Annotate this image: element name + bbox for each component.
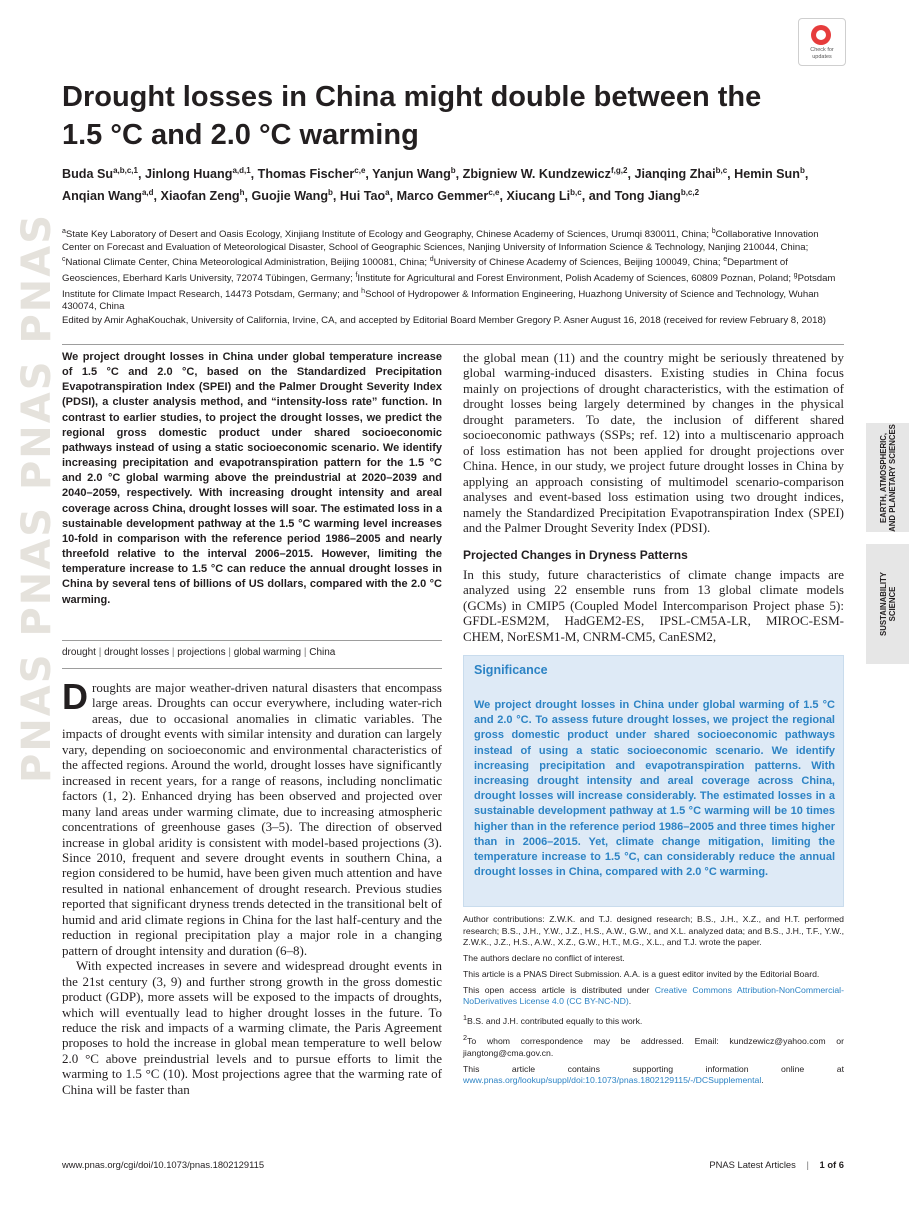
body-paragraph: In this study, future characteristics of climate change impacts are analyzed using 22 ensemble runs from 13 global climate models (GCMs) in CMIP5 (Coupled Model Intercomparison Project phase 5): GFDL-ESM2M, HadGEM2-ES, IPSL-CM5A-LR, MIROC-ESM-CHEM, NorESM1-M, CNRM-CM5, CanESM2, — [463, 567, 844, 644]
author-name: Marco Gemmer$^{c,e}$ — [396, 187, 500, 203]
edited-by: Edited by Amir AghaKouchak, University of California, Irvine, CA, and accepted by Editorial Board Member Gregory P. Asner August 16, 2018 (received for review February 8, 2018) — [62, 315, 826, 326]
keyword: global warming — [233, 647, 302, 658]
tab-sustainability[interactable] — [866, 544, 909, 664]
author-contributions: Author contributions: Z.W.K. and T.J. designed research; B.S., J.H., X.Z., and H.T. performed research; B.S., J.H., Y.W., J.Z., H.S., A.W., G.W., and X.L. analyzed data; and B.S., J.H., T.F., Y.W., Z.W.K., J.Z., H.S., A.W., X.Z., G.W., H.T., M.G., X.L., and T.J. wrote the paper. — [463, 914, 844, 948]
supporting-info: This article contains supporting information online at www.pnas.org/lookup/suppl/doi:10.1073/pnas.1802129115/-/DCSupplemental. — [463, 1063, 844, 1086]
direct-submission: This article is a PNAS Direct Submission. A.A. is a guest editor invited by the Editorial Board. — [463, 968, 820, 979]
drop-cap: D — [62, 676, 88, 717]
author-name: Zbigniew W. Kundzewicz$^{f,g,2}$ — [462, 166, 628, 182]
author-list: Buda Su$^{a,b,c,1}$, Jinlong Huang$^{a,d,1}$, Thomas Fischer$^{c,e}$, Yanjun Wang$^b$, Zbigniew W. Kundzewicz$^{f,g,2}$, Jianqing Zhai$^{b,c}$, Hemin Sun$^b$, Anqian Wang$^{a,d}$, Xiaofan Zeng$^h$, Guojie Wang$^b$, Hui Tao$^a$, Marco Gemmer$^{c,e}$, Xiucang Li$^{b,c}$, and Tong Jiang$^{b,c,2}$ — [62, 166, 809, 203]
brand-text: PNAS PNAS PNAS PNAS — [14, 212, 60, 783]
equal-contribution: $^1$B.S. and J.H. contributed equally to this work. — [463, 1013, 643, 1027]
author-name: Anqian Wang$^{a,d}$ — [62, 187, 154, 203]
article-title: Drought losses in China might double between the 1.5 °C and 2.0 °C warming — [62, 81, 762, 151]
significance-heading: Significance — [474, 663, 548, 677]
author-notes — [463, 914, 844, 1091]
tab-label: SUSTAINABILITY SCIENCE — [878, 572, 897, 636]
author-name: Tong Jiang$^{b,c,2}$ — [614, 187, 700, 203]
footer-doi: www.pnas.org/cgi/doi/10.1073/pnas.1802129115 — [62, 1159, 265, 1170]
keywords: drought | drought losses | projections | global warming | China — [62, 647, 336, 658]
author-name: Hemin Sun$^b$ — [734, 166, 805, 182]
footer-page-info: PNAS Latest Articles | 1 of 6 — [709, 1159, 844, 1170]
tab-label: EARTH, ATMOSPHERIC, AND PLANETARY SCIENCES — [878, 423, 897, 532]
section-tabs — [866, 423, 909, 676]
author-name: Xiaofan Zeng$^h$ — [160, 187, 245, 203]
keyword: drought losses — [104, 647, 170, 658]
divider — [62, 344, 844, 345]
author-name: Thomas Fischer$^{c,e}$ — [257, 166, 366, 182]
affiliations: $^a$State Key Laboratory of Desert and Oasis Ecology, Xinjiang Institute of Ecology and Geography, Chinese Academy of Sciences, Urumqi 830011, China; $^b$Collaborative Innovation Center on Forecast and Evaluation of Meteorological Disaster, School of Geographic Sciences, Nanjing University of Information Science & Technology, Nanjing 210044, China; $^c$National Climate Center, China Meteorological Administration, Beijing 100081, China; $^d$University of Chinese Academy of Sciences, Beijing 100049, China; $^e$Department of Geosciences, Eberhard Karls University, 72074 Tübingen, Germany; $^f$Institute for Agricultural and Forest Environment, Polish Academy of Sciences, 60809 Poznan, Poland; $^g$Potsdam Institute for Climate Impact Research, 14473 Potsdam, Germany; and $^h$School of Hydropower & Information Engineering, Huazhong University of Science and Technology, Wuhan 430074, China — [62, 228, 836, 313]
check-for-updates-button[interactable] — [798, 18, 846, 66]
body-paragraph: Droughts are major weather-driven natural disasters that encompass large areas. Droughts can occur everywhere, including water-rich areas, due to occasional anomalies in climatic variables. The impacts of drought events with similar intensity and duration can largely vary, depending on socioeconomic and environmental characteristics of the affected regions. Around the world, drought losses have significantly increased in recent years, for a range of reasons, including nonclimatic factors (1, 2). Enhanced drying has been observed and projected over many land areas under warming climate, due to increasing atmospheric concentrations of greenhouse gases (3–5). The direction of observed increase in global aridity is consistent with model-based projections (3). Since 2010, frequent and severe drought events in southern China, a region considered to be humid, have been given much attention and have resulted in national enhancement of drought research. Previous studies reported that significant dryness trends detected in the transitional belt of humid and arid climate regions in China for the last half-century and the reduction in regional precipitation play a major role in a changing pattern of drought intensity and duration (6–8). — [62, 676, 442, 958]
pnas-brand-watermark — [2, 150, 60, 783]
page-number: 1 of 6 — [819, 1159, 844, 1170]
divider — [62, 640, 442, 641]
section-heading: Projected Changes in Dryness Patterns — [463, 548, 688, 562]
body-paragraph: the global mean (11) and the country might be seriously threatened by global warming-induced disasters. Existing studies in China focus mainly on projections of drought characteristics, with the estimation of drought losses being largely determined by changes in the physical drought parameters. To date, the inclusion of different shared socioeconomic pathways (SSPs; ref. 12) into a multiscenario approach of loss estimation has not been applied for drought projections over China. Hence, in our study, we project future drought losses in China by applying an approach consisting of multimodel scenario-comparison analyses and event-based loss estimation using two drought indices, namely the Standardized Precipitation Evapotranspiration Index (SPEI) and the Palmer Drought Severity Index (PDSI). — [463, 350, 844, 535]
keyword: projections — [177, 647, 226, 658]
body-paragraph: With expected increases in severe and widespread drought events in the 21st century (3, 9) and further strong growth in the gross domestic product (GDP), more assets will be exposed to the impacts of droughts, which will eventually lead to higher drought losses in the future. To reduce the risk and impacts of a warming climate, the Paris Agreement proposes to hold the increase in global mean temperature to well below 2.0 °C above preindustrial levels and to pursue efforts to limit the warming to 1.5 °C (10). Most projections agree that the warming rate of China will be faster than — [62, 958, 442, 1097]
tab-earth-sciences[interactable] — [866, 423, 909, 532]
keyword: China — [309, 647, 336, 658]
author-name: Xiucang Li$^{b,c}$ — [506, 187, 582, 203]
open-access-note: This open access article is distributed under Creative Commons Attribution-NonCommercial-NoDerivatives License 4.0 (CC BY-NC-ND). — [463, 984, 844, 1007]
license-link[interactable]: Creative Commons Attribution-NonCommercial-NoDerivatives License 4.0 (CC BY-NC-ND) — [463, 984, 844, 1007]
check-updates-label: Check for updates — [810, 47, 834, 60]
si-link[interactable]: www.pnas.org/lookup/suppl/doi:10.1073/pnas.1802129115/-/DCSupplemental — [463, 1075, 762, 1086]
divider — [62, 668, 442, 669]
correspondence: $^2$To whom correspondence may be addressed. Email: kundzewicz@yahoo.com or jiangtong@cma.gov.cn. — [463, 1033, 844, 1058]
check-updates-icon — [811, 25, 831, 45]
keyword: drought — [62, 647, 96, 658]
body-left-column — [62, 676, 442, 1097]
body-right-column — [463, 350, 844, 535]
significance-text: We project drought losses in China under global warming of 1.5 °C and 2.0 °C. To assess future drought losses, we project the regional gross domestic product under shared socioeconomic pathways instead of using a static socioeconomic scenario. We identify increasing precipitation and evapotranspiration patterns. With increasing drought intensity and areal coverage across China, drought losses will increase considerably. The estimated losses in a sustainable development pathway at 1.5 °C warming will be 10 times higher than in the reference period 1986–2005 and three times higher than in 2006–2015. Yet, climate change mitigation, limiting the temperature increase to 1.5 °C, can considerably reduce the annual drought losses in China, compared with 2.0 °C warming. — [474, 699, 835, 879]
abstract: We project drought losses in China under global temperature increase of 1.5 °C and 2.0 °C, based on the Standardized Precipitation Evapotranspiration Index (SPEI) and the Palmer Drought Severity Index (PDSI), a cluster analysis method, and “intensity-loss rate” function. In contrast to earlier studies, to project the drought losses, we predict the regional gross domestic product under shared socioeconomic pathways instead of using a static socioeconomic scenario. We identify increasing precipitation and evapotranspiration pattern for the 1.5 °C and 2.0 °C global warming above the preindustrial at 2020–2039 and 2040–2059, respectively. With increasing drought intensity and areal coverage across China, drought losses will soar. The estimated loss in a sustainable development pathway at the 1.5 °C warming level increases 10-fold in comparison with the reference period 1986–2005 and nearly threefold relative to the interval 2006–2015. However, limiting the temperature increase to 1.5 °C can reduce the annual drought losses in China by several tens of billions of US dollars, compared with the 2.0 °C warming. — [62, 351, 442, 606]
conflict-statement: The authors declare no conflict of interest. — [463, 953, 625, 964]
author-name: Jinlong Huang$^{a,d,1}$ — [144, 166, 251, 182]
author-name: Buda Su$^{a,b,c,1}$ — [62, 166, 138, 182]
author-name: Jianqing Zhai$^{b,c}$ — [634, 166, 728, 182]
author-name: Guojie Wang$^b$ — [251, 187, 333, 203]
author-name: Yanjun Wang$^b$ — [372, 166, 456, 182]
author-name: Hui Tao$^a$ — [339, 187, 390, 203]
significance-box — [463, 655, 844, 907]
